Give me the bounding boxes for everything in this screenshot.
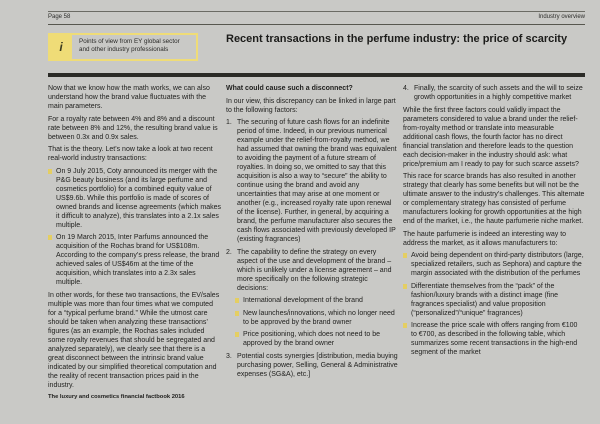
paragraph: That is the theory. Let’s now take a look at two recent real-world industry transactions: <box>48 146 213 162</box>
bullet-icon <box>48 235 52 240</box>
bullet-text: New launches/innovations, which no longer need to be approved by the brand owner <box>243 309 395 326</box>
list-item <box>403 282 585 318</box>
bullet-text: On 19 March 2015, Inter Parfums announced the acquisition of the Rochas brand for US$108m. According to the company’s press release, the brand achieved sales of US$46m at the time of the acquisition, which translates into a 2.3x sales multiple. <box>56 234 220 286</box>
page-title: Recent transactions in the perfume industry: the price of scarcity <box>226 33 568 45</box>
bullet-icon <box>235 311 239 316</box>
header-divider <box>48 24 585 25</box>
bullet-icon <box>235 298 239 303</box>
paragraph: In our view, this discrepancy can be linked in large part to the following factors: <box>226 97 396 114</box>
item-number: 2. <box>226 248 232 256</box>
sub-list-item <box>235 309 398 327</box>
bullet-icon <box>403 284 407 289</box>
paragraph: In other words, for these two transactions, the EV/sales multiple was more than four times what we computed for a “typical perfume brand.” While the utmost care should be taken when analyzing these transactions’ figures (as an example, the Rochas sales included some royalty revenues that should be segregated and analyzed separately), we clearly see that there is a great disconnect between the intrinsic brand value indicated by our simplified theoretical computation and the reality of recent transaction prices paid in the industry. <box>48 291 220 389</box>
badge-label-line2: and other industry professionals <box>79 46 169 54</box>
body-columns <box>48 84 585 393</box>
badge-label-line1: Points of view from EY global sector <box>79 38 180 45</box>
points-of-view-badge <box>48 33 198 61</box>
item-number: 4. <box>403 85 409 92</box>
list-item <box>403 251 585 278</box>
page-number: Page 58 <box>48 14 71 20</box>
sub-list-item <box>235 330 398 348</box>
footer: The luxury and cosmetics financial factbook 2016 <box>48 394 185 400</box>
item-number: 3. <box>226 352 232 360</box>
title-rule <box>48 73 585 77</box>
bullet-text: Differentiate themselves from the “pack” of the fashion/luxury brands with a distinct image (fine fragrances specialist) and value proposition (“personalized”/“unique” fragrances) <box>411 282 559 317</box>
list-item <box>403 321 585 357</box>
info-icon: i <box>50 35 72 59</box>
paragraph: For a royalty rate between 4% and 8% and a discount rate between 8% and 12%, the resulting brand value is between 0.3x and 0.9x sales. <box>48 115 218 141</box>
column-1 <box>48 84 222 393</box>
numbered-item <box>226 352 398 379</box>
bullet-icon <box>48 169 52 174</box>
numbered-text: The securing of future cash flows for an indefinite period of time. Indeed, in our previous numerical example under the relief-from-royalty method, we had assumed that owning the brand was equivalent to avoiding the payment of a future stream of royalties. In doing so, we omitted to say that this acquisition is also a way to “secure” the ability to continue using the brand and avoid any uncertainties that may arise at one moment or another (e.g., increased royalty rate upon renewal of the license). Further, in general, by acquiring a brand, the perfume manufacturer also secures the cash flows associated with previously developed IP (existing fragrances) <box>237 119 397 243</box>
numbered-item <box>226 248 398 293</box>
numbered-text: The capability to define the strategy on every aspect of the use and development of the brand – which is unlikely under a license agreement – and more specifically on the following strategic decisions: <box>237 248 392 292</box>
bullet-icon <box>403 323 407 328</box>
paragraph: This race for scarce brands has also resulted in another strategy that clearly has some benefits but will not be the ultimate answer to the industry’s challenges. This alternate or complementary strategy has consisted of perfume manufacturers looking for growth opportunities at the high end of the market, i.e., the haute parfumerie niche market. <box>403 173 585 225</box>
item-number: 1. <box>226 119 232 126</box>
document-page <box>48 0 585 424</box>
bullet-text: On 9 July 2015, Coty announced its merger with the P&G beauty business (and its large perfume and cosmetics portfolio) for a combined equity value of US$9.6b. While this portfolio is made of scores of owned brands and license agreements (which makes it difficult to analyze), this translates into a 2.1x sales multiple. <box>56 167 221 229</box>
badge-label <box>72 35 196 59</box>
numbered-item <box>403 84 585 102</box>
top-divider <box>48 11 585 12</box>
page-header <box>48 14 585 21</box>
column-3 <box>403 84 585 393</box>
sub-list-item <box>235 296 398 305</box>
section-label: Industry overview <box>538 14 585 20</box>
column-2 <box>226 84 398 393</box>
paragraph: Now that we know how the math works, we can also understand how the brand value fluctuates with the main parameters. <box>48 85 210 110</box>
bullet-text: Increase the price scale with offers ranging from €100 to €700, as described in the following table, which summarizes some recent transactions in the high-end segment of the market <box>411 322 578 356</box>
bullet-text: International development of the brand <box>243 297 363 304</box>
numbered-text: Potential costs synergies [distribution, media buying purchasing power, Selling, General & Administrative expenses (SG&A), etc.] <box>237 352 398 378</box>
section-heading: What could cause such a disconnect? <box>226 85 353 92</box>
list-item <box>48 233 222 287</box>
bullet-text: Avoid being dependent on third-party distributors (large, specialized retailers, such as Sephora) and capture the margin associated with the distribution of the perfumes <box>411 252 584 277</box>
list-item <box>48 167 222 230</box>
numbered-item <box>226 118 398 244</box>
paragraph: While the first three factors could validly impact the parameters considered to value a brand under the relief-from-royalty method or translate into measurable additional cash flows, the fourth factor has no direct financial translation and therefore leads to the question each decision-maker in the industry should ask: what price/premium am I ready to pay for such scarce assets? <box>403 106 579 168</box>
numbered-text: Finally, the scarcity of such assets and the will to seize growth opportunities in a highly competitive market <box>414 85 583 101</box>
bullet-text: Price positioning, which does not need to be approved by the brand owner <box>243 331 380 347</box>
bullet-icon <box>235 332 239 337</box>
bullet-icon <box>403 253 407 258</box>
paragraph: The haute parfumerie is indeed an interesting way to address the market, as it allows manufacturers to: <box>403 230 567 247</box>
